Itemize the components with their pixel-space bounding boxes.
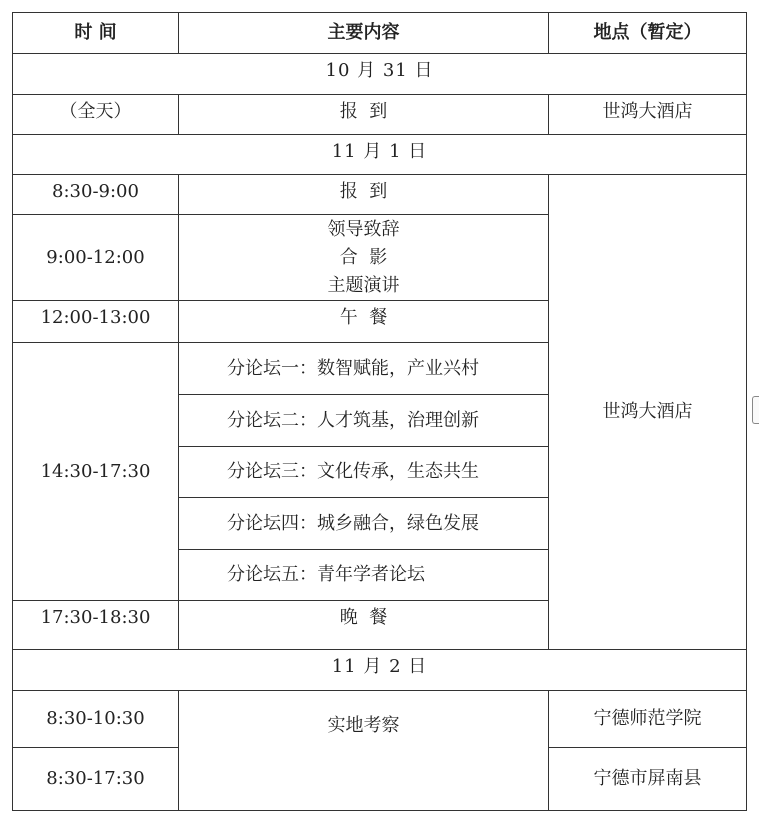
header-content: 主要内容 — [179, 13, 549, 54]
time-cell: 17:30-18:30 — [13, 601, 179, 650]
date-row — [13, 54, 747, 95]
time-cell: 8:30-17:30 — [13, 748, 179, 811]
table-row — [13, 95, 747, 135]
header-row — [13, 13, 747, 54]
agenda-line: 领导致辞 — [327, 218, 400, 240]
content-cell — [179, 215, 549, 301]
date-row — [13, 650, 747, 691]
content-cell: 午 餐 — [179, 301, 549, 343]
time-cell: 8:30-10:30 — [13, 691, 179, 748]
content-cell: 报 到 — [179, 175, 549, 215]
schedule-table — [12, 12, 747, 811]
location-cell: 世鸿大酒店 — [549, 175, 747, 650]
date-row — [13, 135, 747, 175]
side-handle[interactable] — [752, 396, 759, 424]
location-cell: 世鸿大酒店 — [549, 95, 747, 135]
time-cell: 12:00-13:00 — [13, 301, 179, 343]
content-cell: 晚 餐 — [179, 601, 549, 650]
agenda-line: 合 影 — [339, 246, 388, 268]
time-cell: 8:30-9:00 — [13, 175, 179, 215]
table-row — [13, 691, 747, 748]
forum-item: 分论坛一：数智赋能，产业兴村 — [179, 343, 549, 395]
time-cell: （全天） — [13, 95, 179, 135]
content-cell: 实地考察 — [179, 691, 549, 811]
date-nov2: 11 月 2 日 — [13, 650, 747, 691]
forum-item: 分论坛四：城乡融合，绿色发展 — [179, 498, 549, 550]
time-cell: 14:30-17:30 — [13, 343, 179, 601]
location-cell: 宁德市屏南县 — [549, 748, 747, 811]
forum-item: 分论坛二：人才筑基，治理创新 — [179, 395, 549, 447]
date-nov1: 11 月 1 日 — [13, 135, 747, 175]
header-time: 时 间 — [13, 13, 179, 54]
forum-item: 分论坛三：文化传承，生态共生 — [179, 447, 549, 498]
forum-item: 分论坛五：青年学者论坛 — [179, 550, 549, 601]
content-cell: 报 到 — [179, 95, 549, 135]
table-row — [13, 175, 747, 215]
date-oct31: 10 月 31 日 — [13, 54, 747, 95]
header-location: 地点（暂定） — [549, 13, 747, 54]
time-cell: 9:00-12:00 — [13, 215, 179, 301]
agenda-line: 主题演讲 — [327, 274, 400, 296]
location-cell: 宁德师范学院 — [549, 691, 747, 748]
